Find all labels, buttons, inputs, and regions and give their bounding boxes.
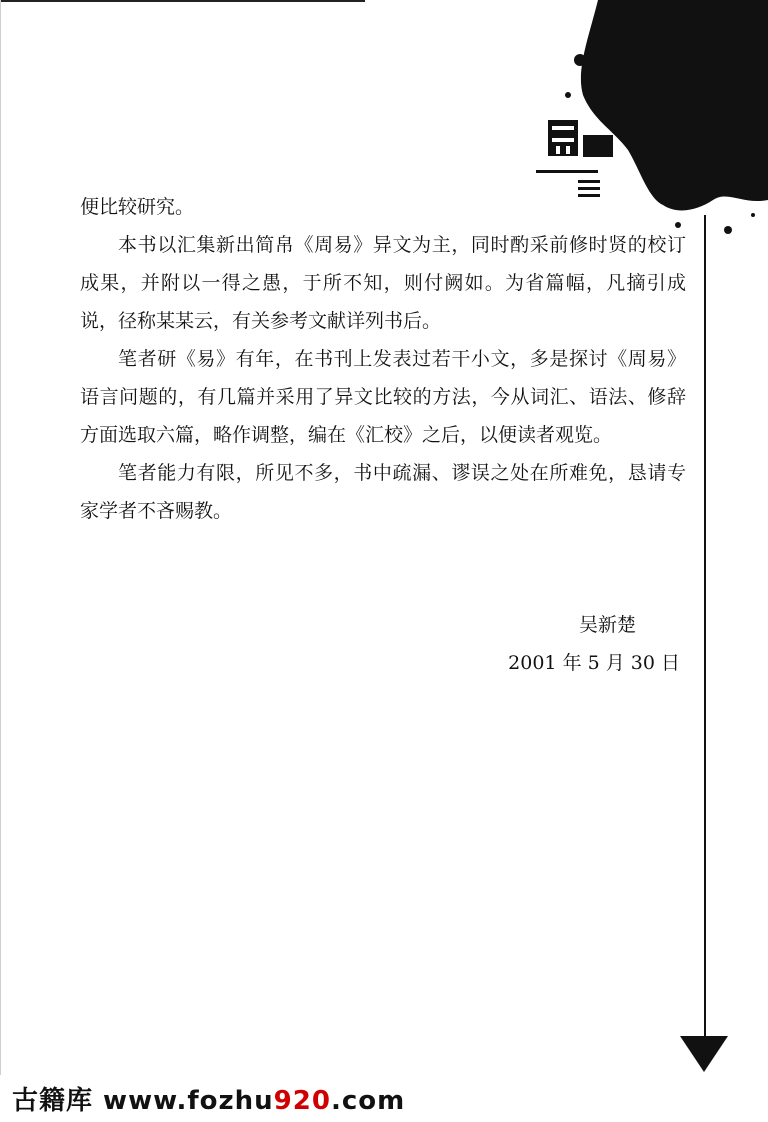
author-signature: 吴新楚 xyxy=(578,614,636,636)
margin-vertical-line xyxy=(704,215,706,1040)
signature-date: 2001 年 5 月 30 日 xyxy=(508,652,680,674)
top-rule xyxy=(0,0,365,2)
body-text xyxy=(80,188,686,530)
paragraph: 笔者研《易》有年，在书刊上发表过若干小文，多是探讨《周易》语言问题的，有几篇并采用了异文比较的方法，今从词汇、语法、修辞方面选取六篇，略作调整，编在《汇校》之后，以便读者观览。 xyxy=(80,348,686,446)
watermark-highlight: 920 xyxy=(273,1086,331,1116)
left-margin-rule xyxy=(0,0,1,1075)
site-watermark xyxy=(12,1080,405,1117)
paragraph: 本书以汇集新出简帛《周易》异文为主，同时酌采前修时贤的校订成果，并附以一得之愚，于所不知，则付阙如。为省篇幅，凡摘引成说，径称某某云，有关参考文献详列书后。 xyxy=(80,234,686,332)
watermark-suffix: .com xyxy=(330,1086,406,1116)
down-arrow-icon xyxy=(680,1036,728,1072)
paragraph-continuation: 便比较研究。 xyxy=(80,196,195,218)
paragraph: 笔者能力有限，所见不多，书中疏漏、谬误之处在所难免，恳请专家学者不吝赐教。 xyxy=(80,462,686,522)
watermark-prefix: 古籍库 www.fozhu xyxy=(12,1086,274,1116)
